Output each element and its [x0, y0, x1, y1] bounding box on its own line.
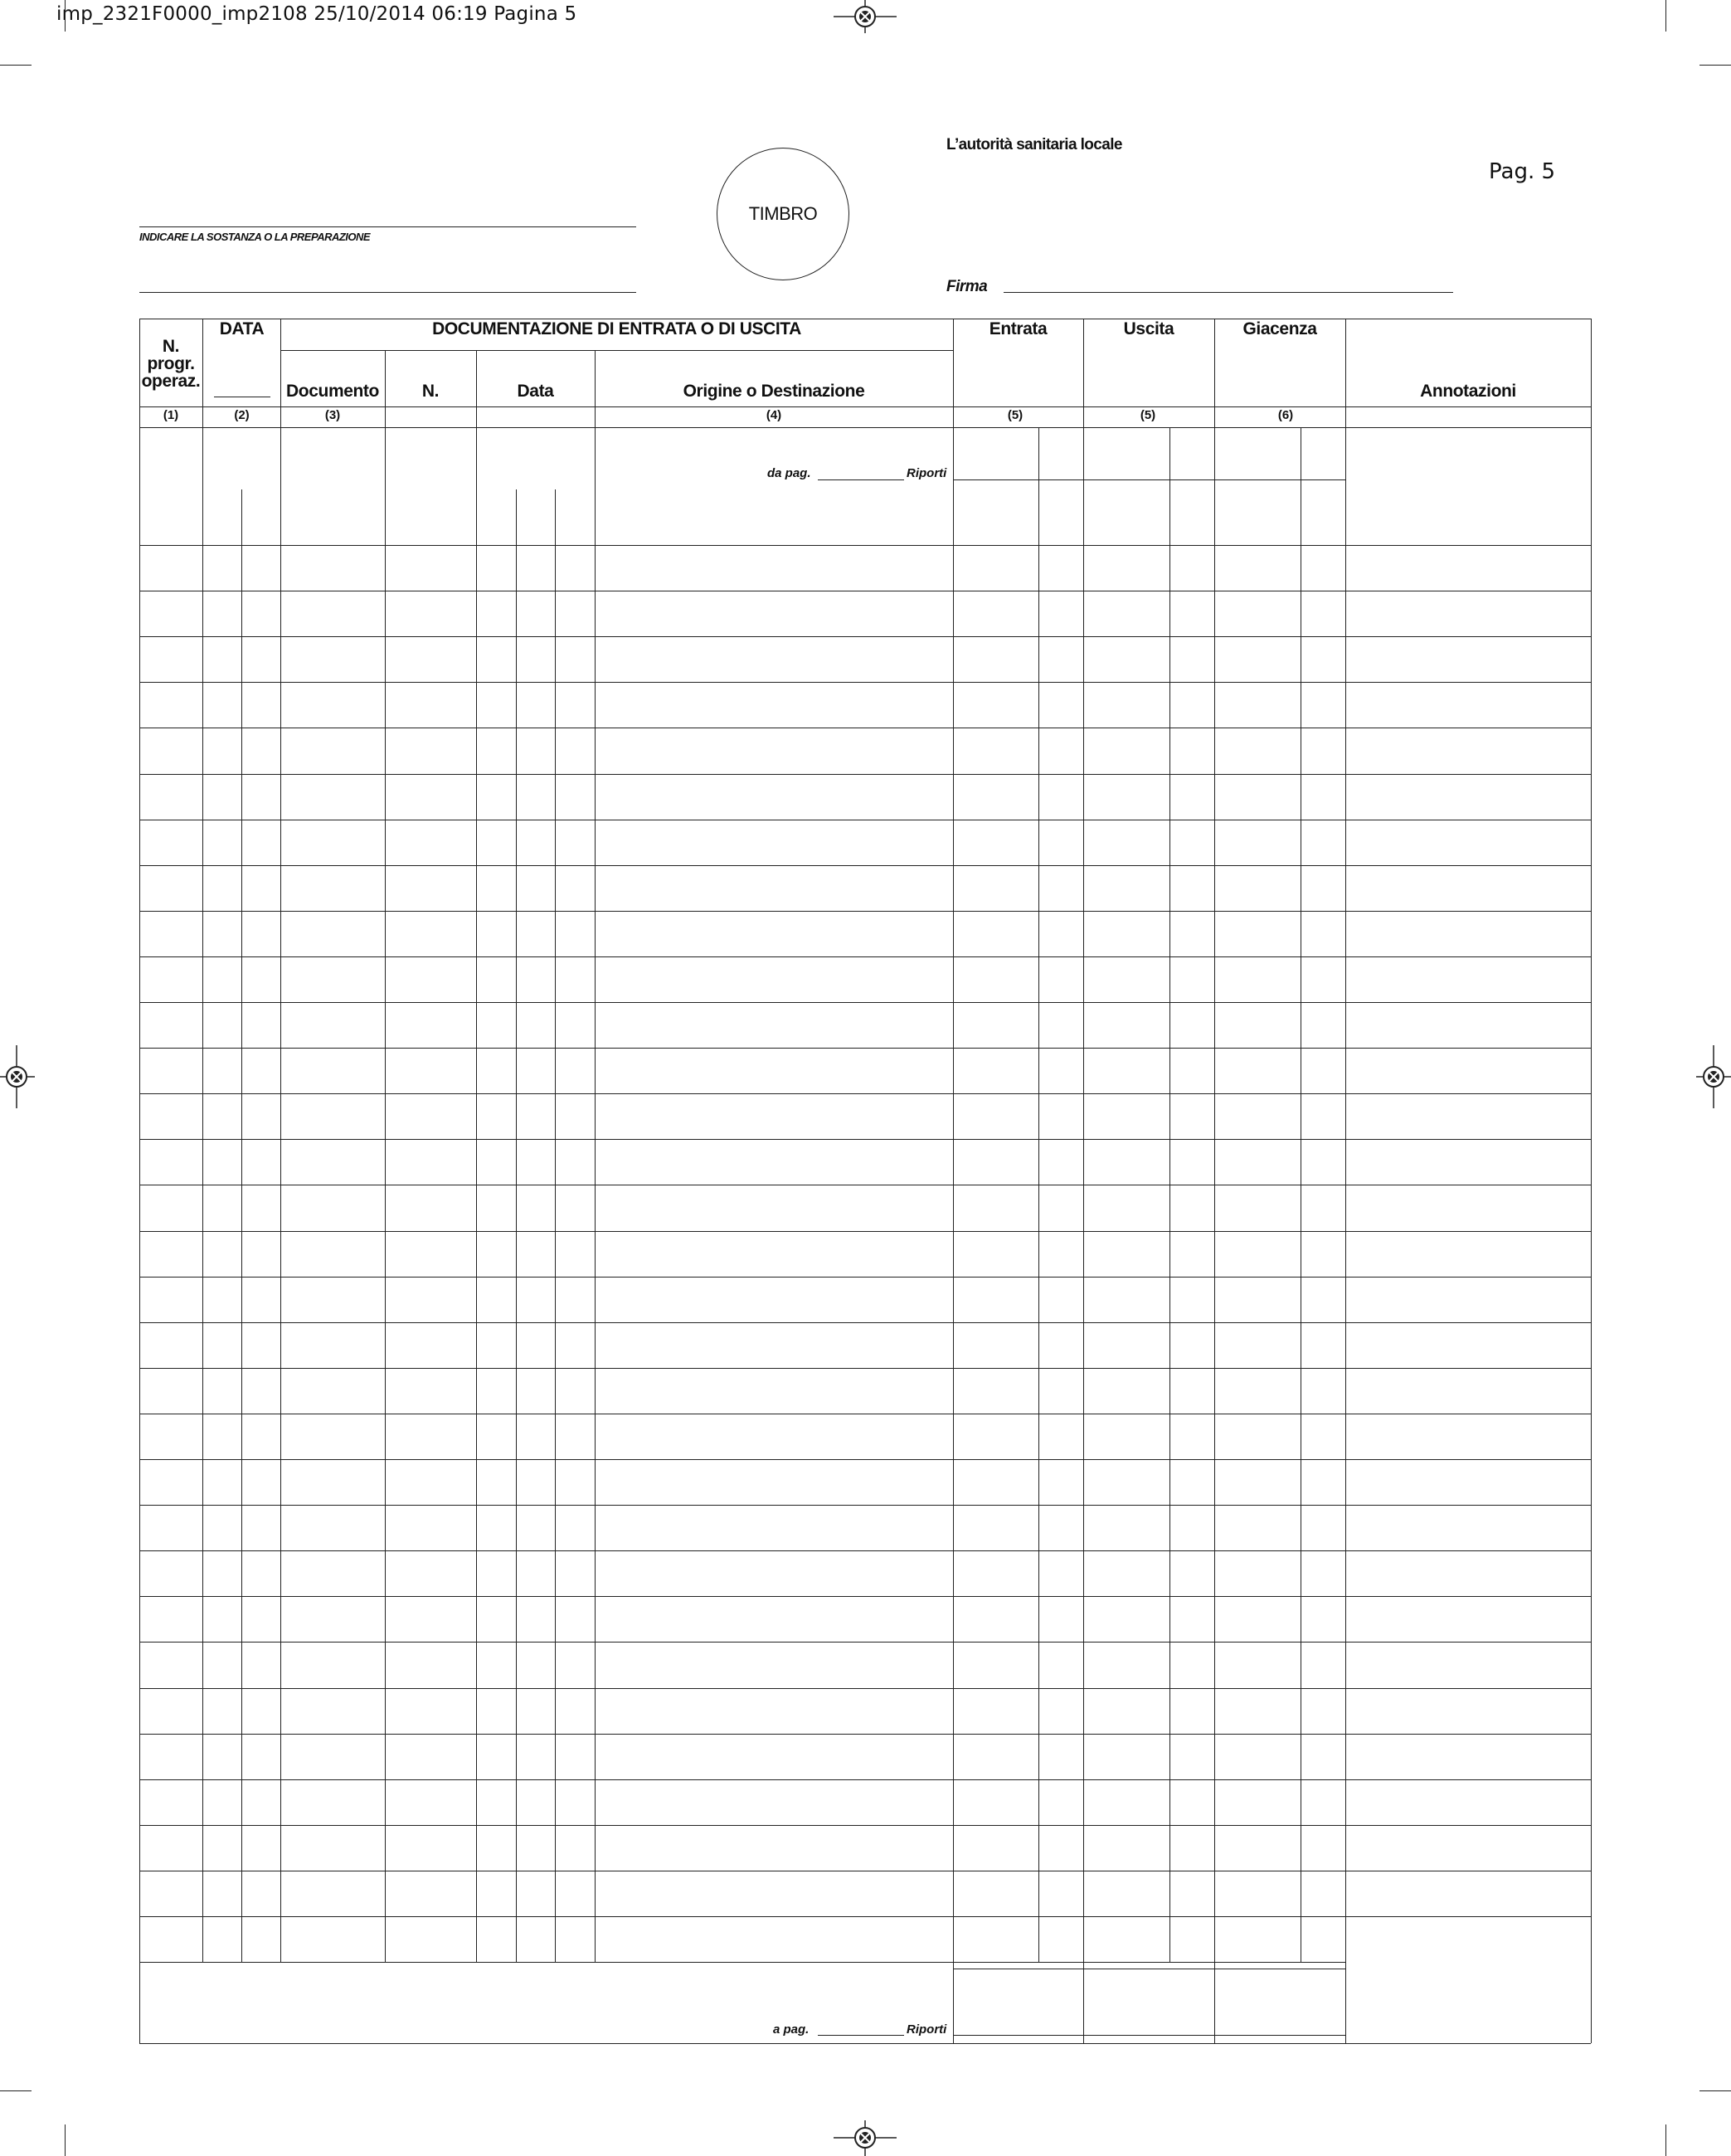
carry-out-total-line: [953, 2035, 1345, 2036]
col-header-documento: Documento: [286, 382, 379, 401]
table-row[interactable]: [139, 1139, 1591, 1140]
grid-line: [1083, 319, 1084, 2043]
carry-out-page-line[interactable]: [818, 2035, 904, 2036]
grid-line: [139, 406, 1591, 407]
substance-caption: INDICARE LA SOSTANZA O LA PREPARAZIONE: [139, 231, 371, 243]
table-row[interactable]: [139, 774, 1591, 775]
col-header-numero: N.: [421, 382, 440, 401]
table-row[interactable]: [139, 1277, 1591, 1278]
registration-mark-icon: [832, 0, 898, 33]
table-row[interactable]: [139, 1505, 1591, 1506]
table-border: [139, 319, 140, 2043]
table-row[interactable]: [139, 1642, 1591, 1643]
crop-mark: [1665, 0, 1666, 32]
col-header-data: DATA: [219, 319, 265, 338]
col-number: (1): [163, 408, 179, 422]
authority-label: L’autorità sanitaria locale: [946, 136, 1122, 153]
crop-mark: [0, 65, 32, 66]
carry-out-riporti-label: Riporti: [907, 2022, 947, 2037]
print-header: imp_2321F0000_imp2108 25/10/2014 06:19 Pagina 5: [56, 3, 577, 25]
table-row: [139, 545, 1591, 546]
carry-in-page-line[interactable]: [818, 479, 904, 480]
carry-in-total-line: [953, 479, 1345, 480]
grid-line: [280, 319, 281, 1962]
signature-line[interactable]: [1004, 292, 1453, 293]
table-row[interactable]: [139, 636, 1591, 637]
table-row[interactable]: [139, 956, 1591, 957]
table-row[interactable]: [139, 911, 1591, 912]
crop-mark: [1699, 65, 1731, 66]
grid-line: [476, 350, 477, 1962]
grid-line: [280, 350, 953, 351]
table-border: [1591, 319, 1592, 2043]
page-number: Pag. 5: [1489, 159, 1556, 184]
col-header-uscita: Uscita: [1123, 319, 1174, 338]
grid-line: [139, 1962, 1345, 1963]
carry-out-to-label: a pag.: [773, 2022, 810, 2037]
carry-in-riporti-label: Riporti: [907, 466, 947, 480]
grid-line: [139, 427, 1591, 428]
grid-line: [1169, 427, 1170, 1962]
crop-mark: [65, 2124, 66, 2156]
grid-line: [241, 489, 242, 1962]
table-row[interactable]: [139, 1916, 1591, 1917]
grid-line: [595, 350, 596, 1962]
table-row[interactable]: [139, 682, 1591, 683]
col-number: (6): [1277, 408, 1294, 422]
substance-line: [139, 226, 636, 227]
grid-line: [516, 489, 517, 1962]
grid-line: [555, 489, 556, 1962]
table-row[interactable]: [139, 1048, 1591, 1049]
crop-mark: [1665, 2124, 1666, 2156]
col-header-documentation: DOCUMENTAZIONE DI ENTRATA O DI USCITA: [432, 319, 801, 338]
table-row[interactable]: [139, 1596, 1591, 1597]
table-border: [139, 2043, 1591, 2044]
table-row[interactable]: [139, 1550, 1591, 1551]
col-header-giacenza: Giacenza: [1242, 319, 1317, 338]
col-number: (4): [766, 408, 782, 422]
table-row[interactable]: [139, 1002, 1591, 1003]
crop-mark: [0, 2090, 32, 2091]
col-header-data-doc: Data: [517, 382, 554, 401]
grid-line: [953, 319, 954, 2043]
table-row[interactable]: [139, 1459, 1591, 1460]
table-row[interactable]: [139, 1322, 1591, 1323]
grid-line: [1345, 319, 1346, 2043]
table-row[interactable]: [139, 1368, 1591, 1369]
table-row[interactable]: [139, 1688, 1591, 1689]
table-row[interactable]: [139, 1093, 1591, 1094]
signature-label: Firma: [946, 278, 988, 295]
table-row[interactable]: [139, 865, 1591, 866]
registration-mark-icon: [832, 2120, 898, 2156]
col-number: (2): [234, 408, 250, 422]
crop-mark: [1699, 2090, 1731, 2091]
registration-mark-icon: [1696, 1044, 1731, 1110]
col-header-annotazioni: Annotazioni: [1420, 382, 1516, 401]
table-row[interactable]: [139, 1779, 1591, 1780]
crop-mark: [65, 0, 66, 32]
col-number: (5): [1140, 408, 1156, 422]
col-header-origine: Origine o Destinazione: [683, 382, 865, 401]
col-number: (3): [324, 408, 341, 422]
grid-line: [385, 350, 386, 1962]
table-row[interactable]: [139, 1231, 1591, 1232]
registration-mark-icon: [0, 1044, 35, 1110]
grid-line: [1214, 319, 1215, 2043]
col-number: (5): [1007, 408, 1024, 422]
grid-line: [1038, 427, 1039, 1962]
substance-line-2: [139, 292, 636, 293]
table-row[interactable]: [139, 1734, 1591, 1735]
table-row[interactable]: [139, 1825, 1591, 1826]
carry-in-from-label: da pag.: [767, 466, 811, 480]
stamp-label: TIMBRO: [748, 203, 818, 224]
col-header-n-progr: N. progr. operaz.: [141, 337, 201, 391]
col-header-entrata: Entrata: [989, 319, 1048, 338]
grid-line: [202, 319, 203, 1962]
